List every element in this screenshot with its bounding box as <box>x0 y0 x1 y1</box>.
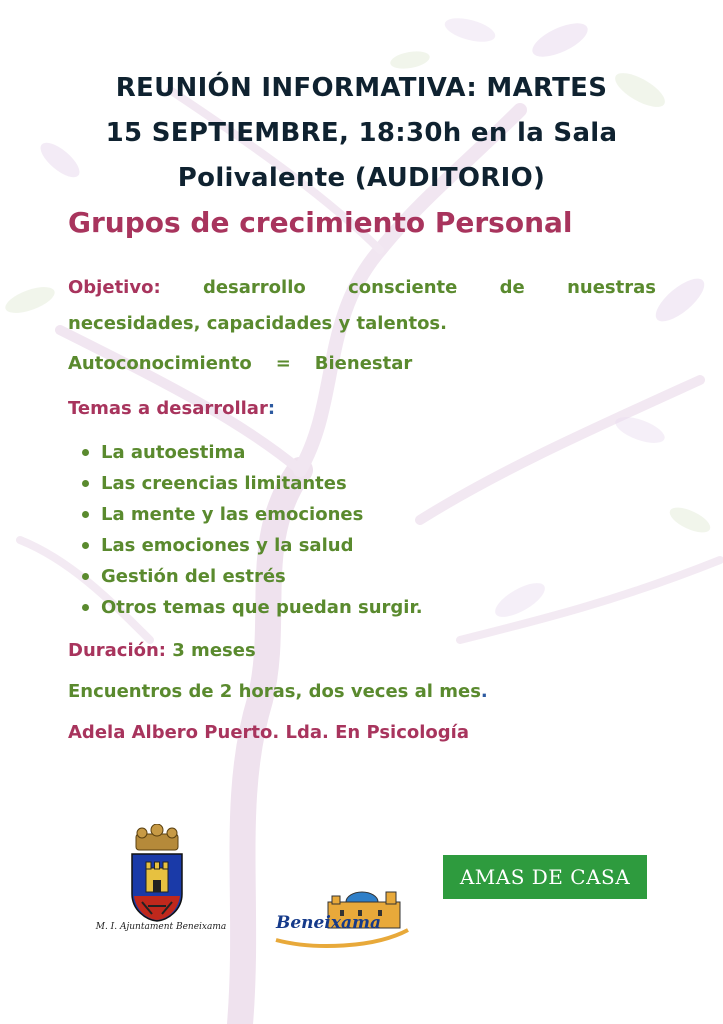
self-knowledge-equation <box>68 353 412 374</box>
list-item <box>82 561 423 592</box>
list-item <box>82 499 423 530</box>
equation-sign: = <box>275 353 291 374</box>
objective-word: nuestras <box>567 277 656 298</box>
meetings-line <box>68 681 488 702</box>
objective-word: de <box>499 277 525 298</box>
topic-text: Gestión del estrés <box>101 566 286 587</box>
bullet-icon <box>82 480 89 487</box>
duration-label: Duración: <box>68 640 166 661</box>
equation-left: Autoconocimiento <box>68 353 252 374</box>
bullet-icon <box>82 542 89 549</box>
bullet-icon <box>82 449 89 456</box>
duration-value: 3 meses <box>166 640 256 661</box>
meeting-headline <box>40 66 683 201</box>
meetings-text: Encuentros de 2 horas, dos veces al mes <box>68 681 481 702</box>
objective-line-2: necesidades, capacidades y talentos. <box>68 313 447 334</box>
headline-line-2: 15 SEPTIEMBRE, 18:30h en la Sala <box>105 118 618 148</box>
equation-right: Bienestar <box>314 353 413 374</box>
group-title: Grupos de crecimiento Personal <box>68 206 573 239</box>
list-item <box>82 592 423 623</box>
coat-of-arms-logo <box>122 824 192 922</box>
topic-text: Otros temas que puedan surgir. <box>101 597 423 618</box>
list-item <box>82 530 423 561</box>
topic-text: Las creencias limitantes <box>101 473 347 494</box>
objective-paragraph <box>68 270 656 342</box>
duration-line <box>68 640 256 661</box>
objective-word: desarrollo <box>202 277 306 298</box>
ayuntamiento-caption: M. I. Ajuntament Beneixama <box>95 922 227 932</box>
topics-colon: : <box>267 398 276 419</box>
topic-text: La autoestima <box>101 442 246 463</box>
headline-line-3: Polivalente (AUDITORIO) <box>177 163 546 193</box>
topic-text: La mente y las emociones <box>101 504 364 525</box>
beneixama-logo-text: Beneixama <box>276 913 381 933</box>
topics-heading <box>68 398 275 419</box>
objective-word: consciente <box>348 277 458 298</box>
meetings-period: . <box>480 681 488 702</box>
author-line: Adela Albero Puerto. Lda. En Psicología <box>68 722 469 743</box>
headline-line-1: REUNIÓN INFORMATIVA: MARTES <box>115 73 608 103</box>
topics-label: Temas a desarrollar <box>68 398 268 419</box>
list-item <box>82 437 423 468</box>
list-item <box>82 468 423 499</box>
bullet-icon <box>82 511 89 518</box>
topics-list <box>82 437 423 623</box>
bullet-icon <box>82 604 89 611</box>
topic-text: Las emociones y la salud <box>101 535 354 556</box>
amas-de-casa-logo: AMAS DE CASA <box>443 855 647 899</box>
bullet-icon <box>82 573 89 580</box>
objective-label: Objetivo: <box>68 277 161 298</box>
